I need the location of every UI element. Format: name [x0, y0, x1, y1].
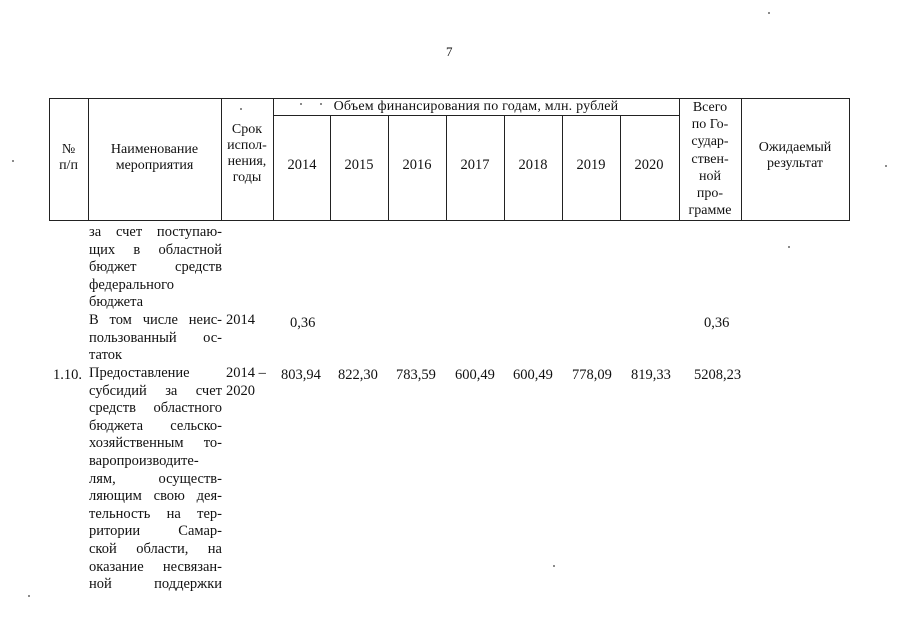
- scan-speck: [240, 108, 242, 110]
- rule-funding-sub: [273, 115, 679, 116]
- scan-speck: [28, 595, 30, 597]
- page-number: 7: [446, 44, 453, 59]
- scan-speck: [885, 165, 887, 167]
- row-value-2015: 822,30: [338, 367, 378, 383]
- header-year-2020: 2020: [634, 157, 664, 173]
- row-number: 1.10.: [53, 367, 82, 383]
- scan-speck: [553, 565, 555, 567]
- scan-speck: [320, 103, 322, 105]
- row-value-2018: 600,49: [513, 367, 553, 383]
- scan-speck: [788, 246, 790, 248]
- row-term: 2014: [226, 312, 255, 328]
- row-name: Предоставление субсидий за счет средств областного бюджета сельско- хозяйственным то- варопроизводите- лям, осуществ- ляющим свою дея- тельность на тер- ритории Самар- ской области, на оказание несвязан- ной поддержки: [89, 365, 222, 593]
- row-value-2014: 803,94: [281, 367, 321, 383]
- header-name: Наименование мероприятия: [110, 142, 199, 173]
- rule-header-bottom: [49, 220, 849, 221]
- scan-speck: [12, 160, 14, 162]
- row-name: за счет поступаю- щих в областной бюджет средств федерального бюджета: [89, 224, 222, 311]
- row-name: В том числе неис- пользованный ос- таток: [89, 312, 222, 364]
- header-year-2014: 2014: [287, 157, 317, 173]
- row-value-2016: 783,59: [396, 367, 436, 383]
- header-year-2017: 2017: [460, 157, 490, 173]
- header-total: Всего по Го- судар- ствен- ной про- грамме: [688, 100, 732, 219]
- row-value-2019: 778,09: [572, 367, 612, 383]
- header-year-2019: 2019: [576, 157, 606, 173]
- row-value-2020: 819,33: [631, 367, 671, 383]
- header-term: Срок испол- нения, годы: [227, 122, 267, 185]
- row-term: 2014 – 2020: [226, 365, 266, 399]
- header-year-2016: 2016: [402, 157, 432, 173]
- scan-speck: [300, 103, 302, 105]
- row-value-2017: 600,49: [455, 367, 495, 383]
- scan-speck: [768, 12, 770, 14]
- header-funding: Объем финансирования по годам, млн. рублей: [333, 99, 619, 114]
- header-year-2018: 2018: [518, 157, 548, 173]
- header-result: Ожидаемый результат: [758, 140, 832, 171]
- row-total: 0,36: [704, 315, 730, 331]
- header-num: № п/п: [59, 142, 78, 173]
- row-value-2014: 0,36: [290, 315, 316, 331]
- row-total: 5208,23: [694, 367, 742, 383]
- rule-v-right: [849, 98, 850, 221]
- header-year-2015: 2015: [344, 157, 374, 173]
